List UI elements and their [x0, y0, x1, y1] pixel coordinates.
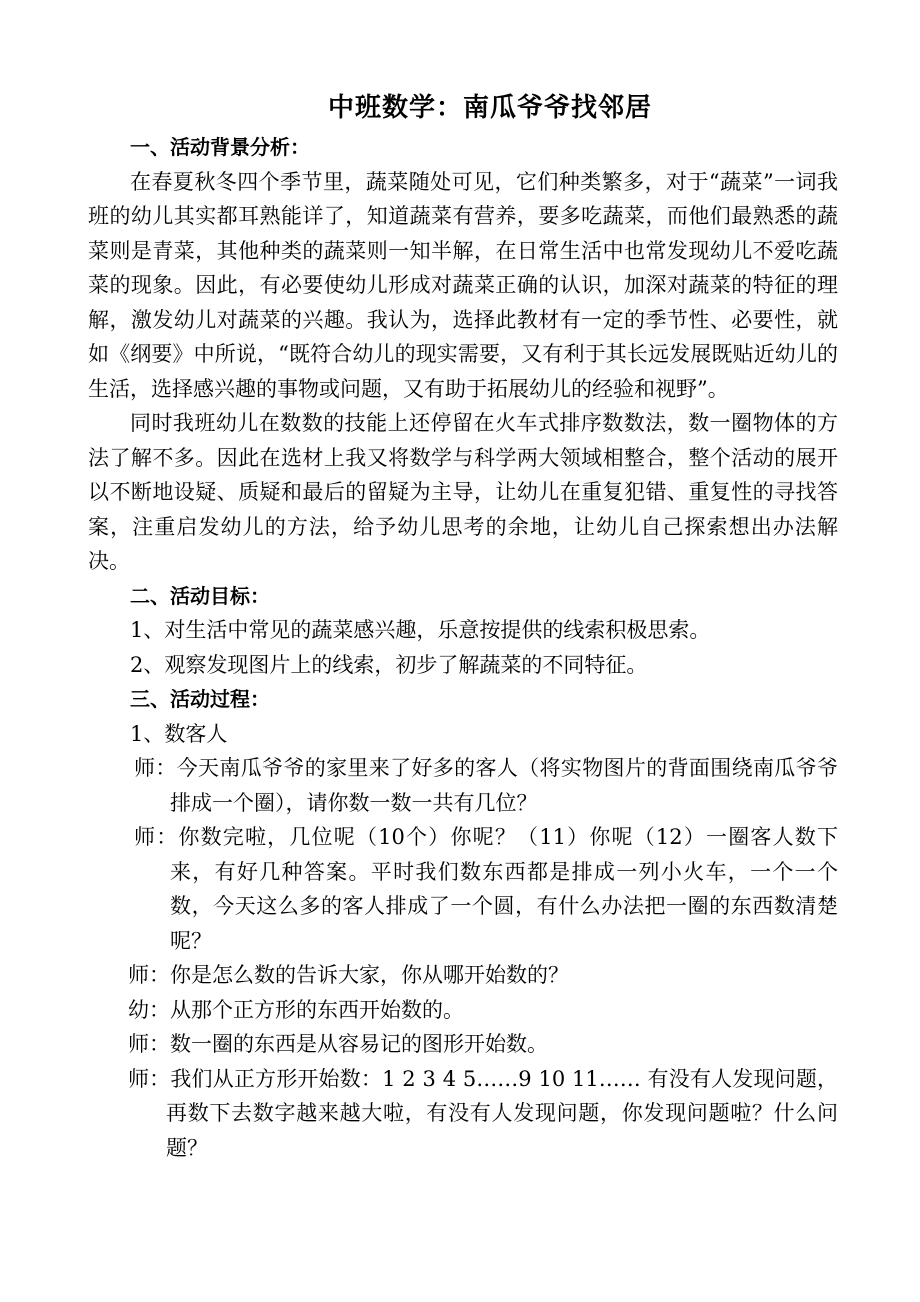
- background-paragraph-1: 在春夏秋冬四个季节里，蔬菜随处可见，它们种类繁多，对于“蔬菜”一词我班的幼儿其实都耳熟能详了，知道蔬菜有营养，要多吃蔬菜，而他们最熟悉的蔬菜则是青菜，其他种类的蔬菜则一知半解，在日常生活中也常发现幼儿不爱吃蔬菜的现象。因此，有必要使幼儿形成对蔬菜正确的认识，加深对蔬菜的特征的理解，激发幼儿对蔬菜的兴趣。我认为，选择此教材有一定的季节性、必要性，就如《纲要》中所说，“既符合幼儿的现实需要，又有利于其长远发展既贴近幼儿的生活，选择感兴趣的事物或问题，又有助于拓展幼儿的经验和视野”。: [88, 169, 838, 401]
- section-heading-background: 一、活动背景分析：: [130, 135, 310, 159]
- document-title: 中班数学：南瓜爷爷找邻居: [327, 93, 652, 123]
- dialog-line-teacher-4: 师：数一圈的东西是从容易记的图形开始数。: [128, 1032, 548, 1056]
- dialog-line-child-1: 幼：从那个正方形的东西开始数的。: [128, 997, 464, 1022]
- goal-item-1: 1、对生活中常见的蔬菜感兴趣，乐意按提供的线索积极思索。: [130, 618, 711, 642]
- background-paragraph-2: 同时我班幼儿在数数的技能上还停留在火车式排序数数法，数一圈物体的方法了解不多。因此在选材上我又将数学与科学两大领域相整合，整个活动的展开以不断地设疑、质疑和最后的留疑为主导，让幼儿在重复犯错、重复性的寻找答案，注重启发幼儿的方法，给予幼儿思考的余地，让幼儿自己探索想出办法解决。: [88, 411, 838, 573]
- goal-item-2: 2、观察发现图片上的线索，初步了解蔬菜的不同特征。: [130, 652, 648, 677]
- process-step-1: 1、数客人: [130, 721, 228, 746]
- dialog-line-teacher-2: 师：你数完啦，几位呢（10个）你呢？（11）你呢（12）一圈客人数下来，有好几种答案。平时我们数东西都是排成一列小火车，一个一个数，今天这么多的客人排成了一个圆，有什么办法把一圈的东西数清楚呢？: [134, 825, 838, 953]
- dialog-line-teacher-5: 师：我们从正方形开始数：1 2 3 4 5……9 10 11…… 有没有人发现问题，再数下去数字越来越大啦，有没有人发现问题，你发现问题啦？什么问题？: [128, 1066, 838, 1160]
- section-heading-goals: 二、活动目标：: [130, 583, 270, 608]
- document-body: [88, 130, 838, 1165]
- dialog-line-teacher-3: 师：你是怎么数的告诉大家，你从哪开始数的？: [128, 963, 569, 987]
- section-heading-process: 三、活动过程：: [130, 687, 270, 711]
- dialog-line-teacher-1: 师：今天南瓜爷爷的家里来了好多的客人（将实物图片的背面围绕南瓜爷爷排成一个圈），请你数一数一共有几位？: [134, 756, 838, 815]
